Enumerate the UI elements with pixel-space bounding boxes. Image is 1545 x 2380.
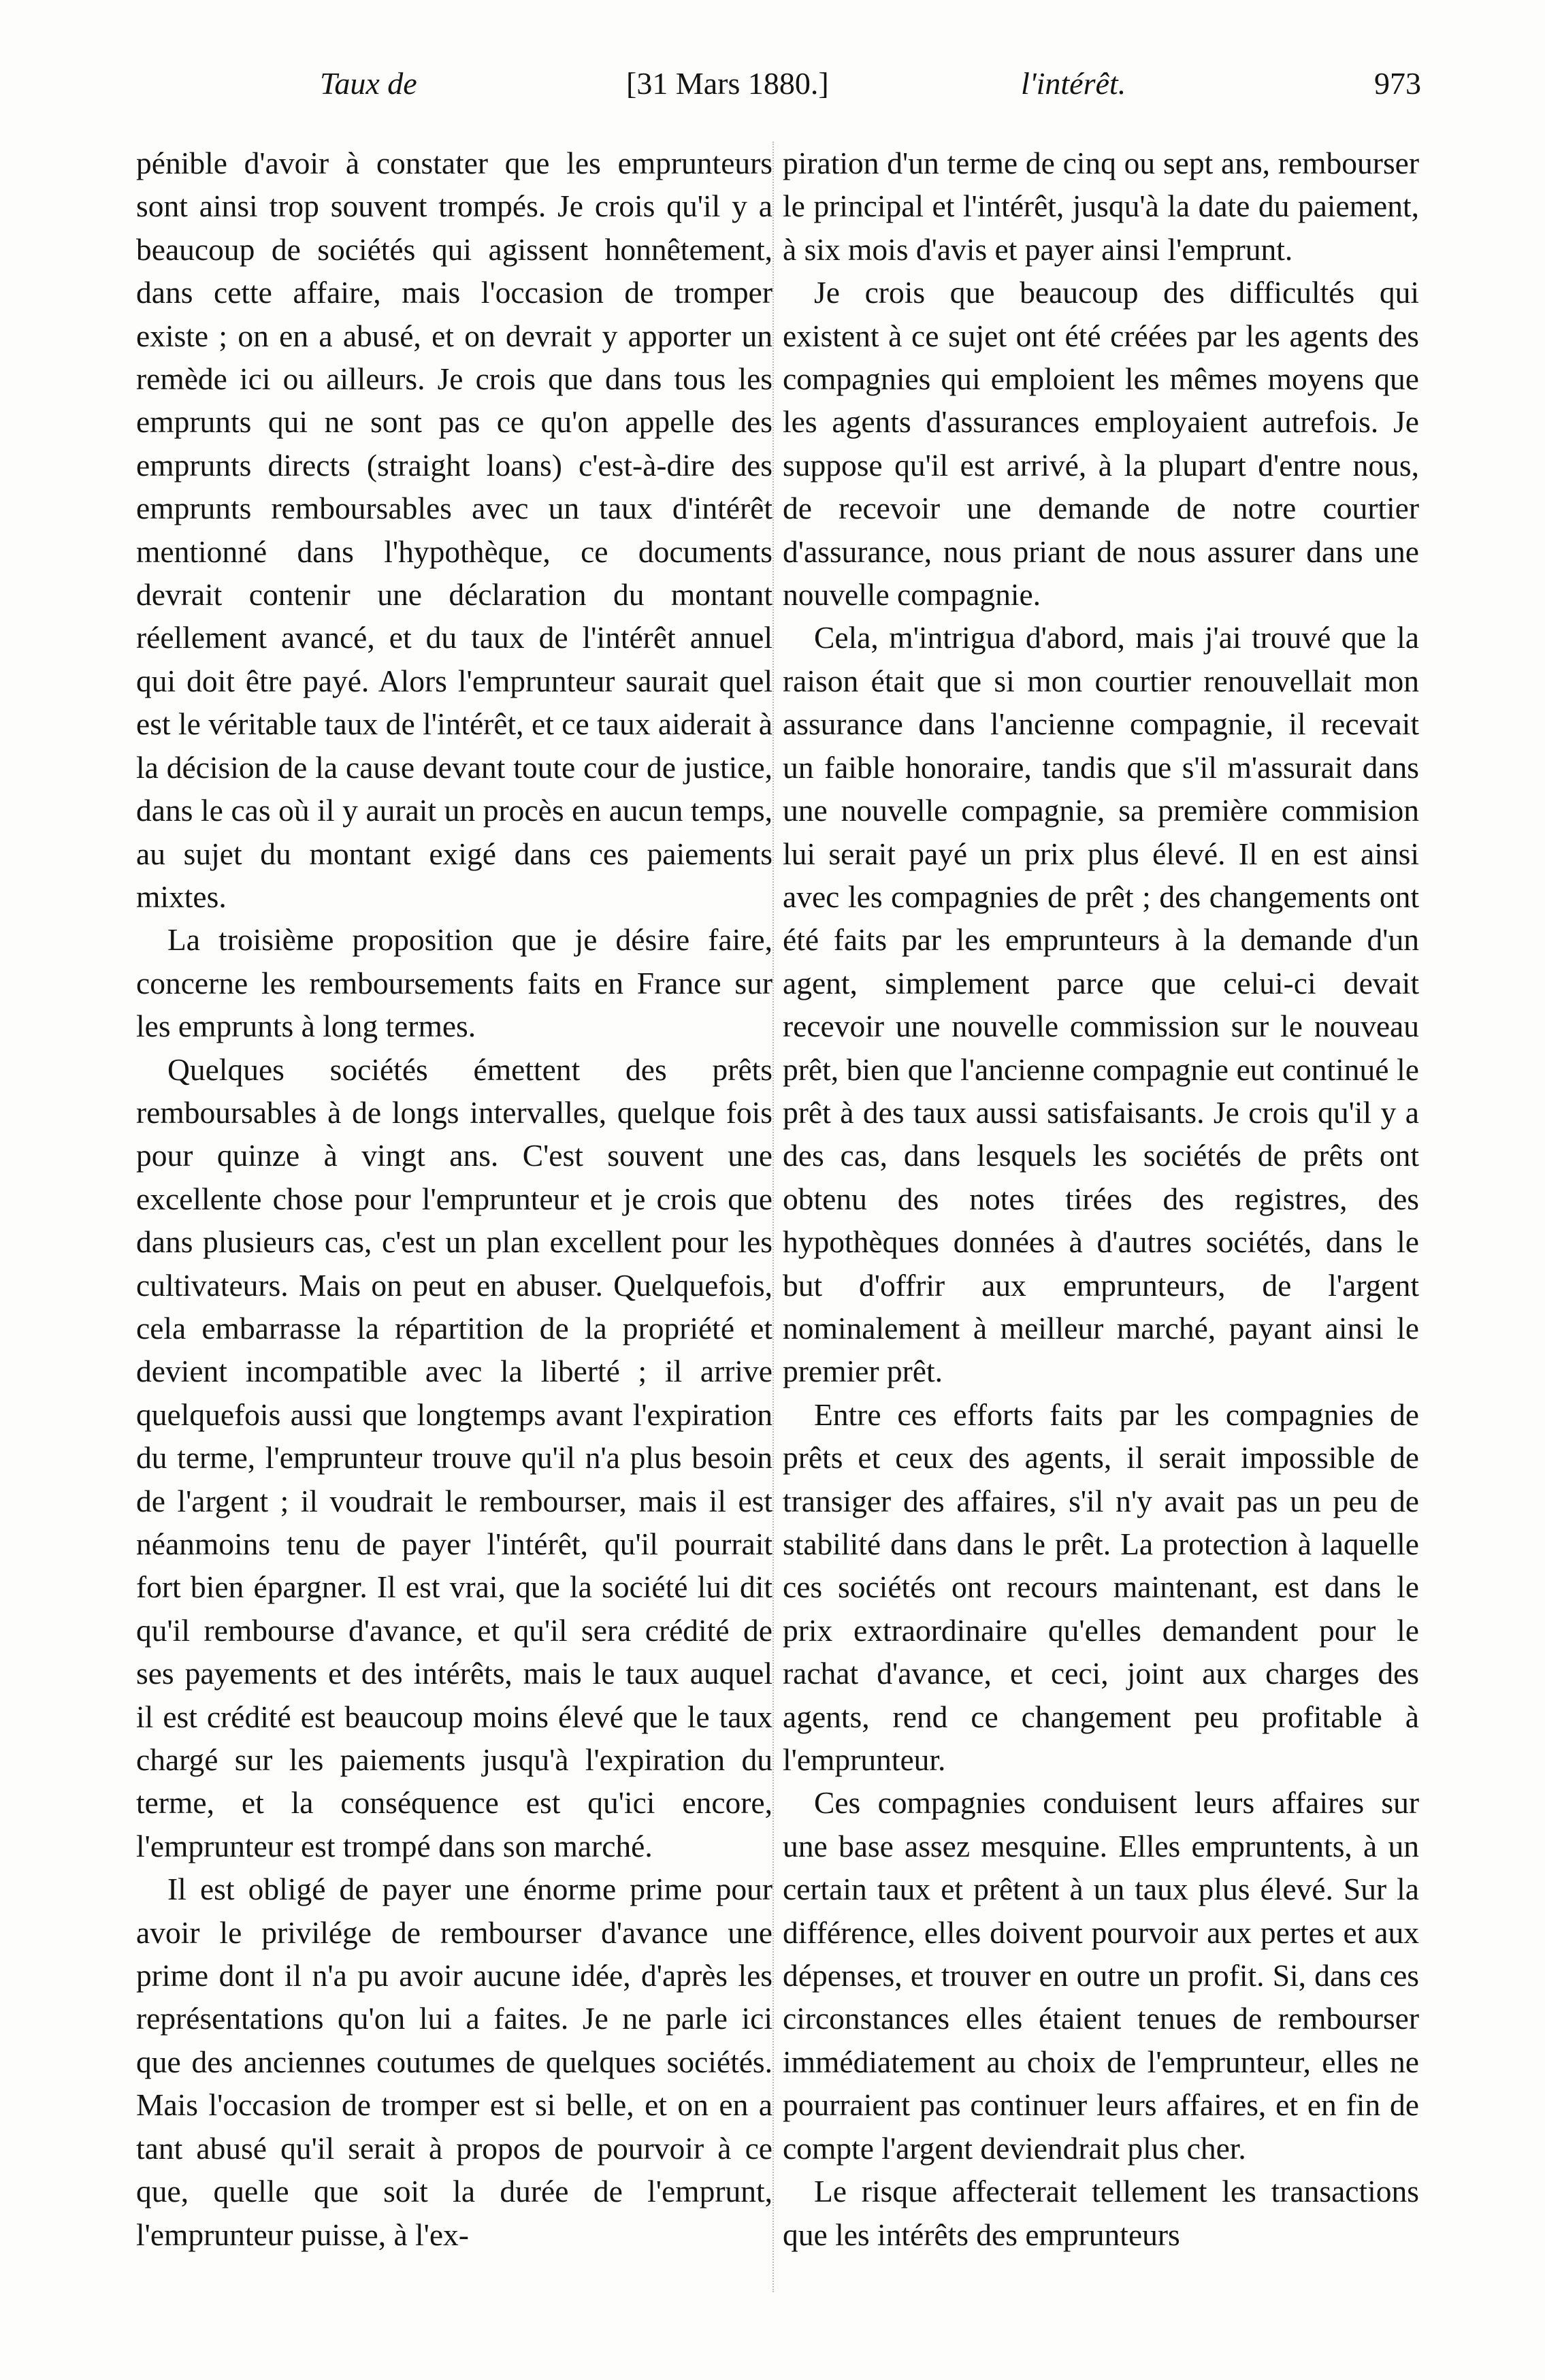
- paragraph: Ces compagnies conduisent leurs affaires sur une base assez mesquine. Elles empruntents, à un certain taux et prêtent à un taux plus élevé. Sur la différence, elles doivent pourvoir aux pertes et aux dépenses, et trouver en outre un profit. Si, dans ces circonstances elles étaient tenues de rembourser immédiatement au choix de l'emprunteur, elles ne pourraient pas continuer leurs affaires, et en fin de compte l'argent deviendrait plus cher.: [783, 1785, 1419, 2166]
- paragraph: Le risque affecterait tellement les transactions que les intérêts des emprunteurs: [783, 2174, 1419, 2252]
- column-divider: [772, 142, 775, 2292]
- paragraph: La troisième proposition que je désire faire, concerne les remboursements faits en France sur les emprunts à long termes.: [136, 922, 772, 1044]
- paragraph: pénible d'avoir à constater que les emprunteurs sont ainsi trop souvent trompés. Je crois qu'il y a beaucoup de sociétés qui agissent honnêtement, dans cette affaire, mais l'occasion de tromper existe ; on en a abusé, et on devrait y apporter un remède ici ou ailleurs. Je crois que dans tous les emprunts qui ne sont pas ce qu'on appelle des emprunts directs (straight loans) c'est-à-dire des emprunts remboursables avec un taux d'intérêt mentionné dans l'hypothèque, ce documents devrait contenir une déclaration du montant réellement avancé, et du taux de l'intérêt annuel qui doit être payé. Alors l'emprunteur saurait quel est le véritable taux de l'intérêt, et ce taux aiderait à la décision de la cause devant toute cour de justice, dans le cas où il y aurait un procès en aucun temps, au sujet du montant exigé dans ces paiements mixtes.: [136, 146, 772, 914]
- paragraph: Il est obligé de payer une énorme prime pour avoir le privilége de rembourser d'avance une prime dont il n'a pu avoir aucune idée, d'après les représentations qu'on lui a faites. Je ne parle ici que des anciennes coutumes de quelques sociétés. Mais l'occasion de tromper est si belle, et on en a tant abusé qu'il serait à propos de pourvoir à ce que, quelle que soit la durée de l'emprunt, l'emprunteur puisse, à l'ex-: [136, 1872, 772, 2252]
- header-right-title: l'intérêt.: [1021, 66, 1126, 101]
- right-column: [783, 142, 1419, 2256]
- header-left-title: Taux de: [320, 66, 417, 101]
- header-date: [31 Mars 1880.]: [626, 66, 829, 101]
- paragraph: piration d'un terme de cinq ou sept ans, rembourser le principal et l'intérêt, jusqu'à la date du paiement, à six mois d'avis et payer ainsi l'emprunt.: [783, 146, 1419, 267]
- paragraph: Je crois que beaucoup des difficultés qui existent à ce sujet ont été créées par les agents des compagnies qui emploient les mêmes moyens que les agents d'assurances employaient autrefois. Je suppose qu'il est arrivé, à la plupart d'entre nous, de recevoir une demande de notre courtier d'assurance, nous priant de nous assurer dans une nouvelle compagnie.: [783, 275, 1419, 613]
- left-column: [136, 142, 772, 2256]
- paragraph: Cela, m'intrigua d'abord, mais j'ai trouvé que la raison était que si mon courtier renouvellait mon assurance dans l'ancienne compagnie, il recevait un faible honoraire, tandis que s'il m'assurait dans une nouvelle compagnie, sa première commision lui serait payé un prix plus élevé. Il en est ainsi avec les compagnies de prêt ; des changements ont été faits par les emprunteurs à la demande d'un agent, simplement parce que celui-ci devait recevoir une nouvelle commission sur le nouveau prêt, bien que l'ancienne compagnie eut continué le prêt à des taux aussi satisfaisants. Je crois qu'il y a des cas, dans lesquels les sociétés de prêts ont obtenu des notes tirées des registres, des hypothèques données à d'autres sociétés, dans le but d'offrir aux emprunteurs, de l'argent nominalement à meilleur marché, payant ainsi le premier prêt.: [783, 620, 1419, 1389]
- paragraph: Entre ces efforts faits par les compagnies de prêts et ceux des agents, il serait impossible de transiger des affaires, s'il n'y avait pas un peu de stabilité dans dans le prêt. La protection à laquelle ces sociétés ont recours maintenant, est dans le prix extraordinaire qu'elles demandent pour le rachat d'avance, et ceci, joint aux charges des agents, rend ce changement peu profitable à l'emprunteur.: [783, 1397, 1419, 1778]
- running-header: [136, 65, 1429, 120]
- page-number: 973: [1374, 66, 1421, 101]
- paragraph: Quelques sociétés émettent des prêts remboursables à de longs intervalles, quelque fois pour quinze à vingt ans. C'est souvent une excellente chose pour l'emprunteur et je crois que dans plusieurs cas, c'est un plan excellent pour les cultivateurs. Mais on peut en abuser. Quelquefois, cela embarrasse la répartition de la propriété et devient incompatible avec la liberté ; il arrive quelquefois aussi que longtemps avant l'expiration du terme, l'emprunteur trouve qu'il n'a plus besoin de l'argent ; il voudrait le rembourser, mais il est néanmoins tenu de payer l'intérêt, qu'il pourrait fort bien épargner. Il est vrai, que la société lui dit qu'il rembourse d'avance, et qu'il sera crédité de ses payements et des intérêts, mais le taux auquel il est crédité est beaucoup moins élevé que le taux chargé sur les paiements jusqu'à l'expiration du terme, et la conséquence est qu'ici encore, l'emprunteur est trompé dans son marché.: [136, 1052, 772, 1863]
